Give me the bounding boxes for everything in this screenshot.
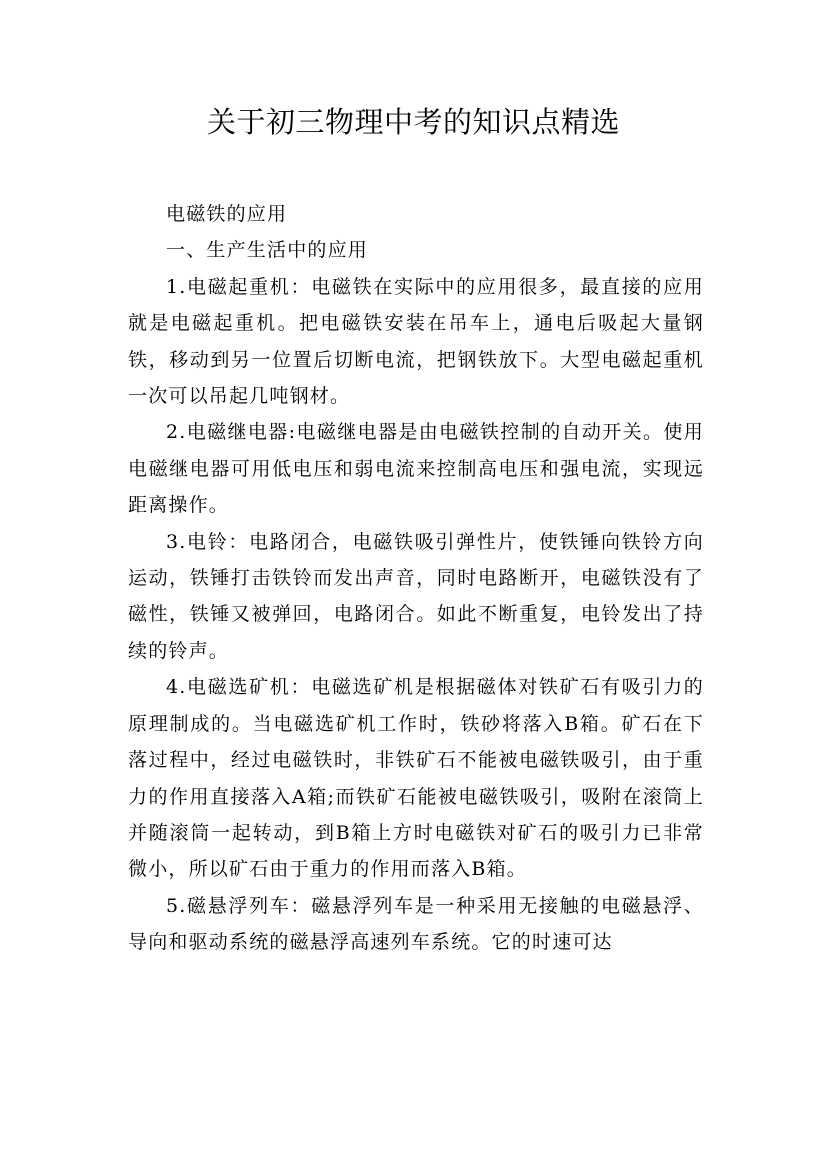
paragraph-electromagnetic-crane: 1.电磁起重机：电磁铁在实际中的应用很多，最直接的应用就是电磁起重机。把电磁铁安装在吊车上，通电后吸起大量钢铁，移动到另一位置后切断电流，把钢铁放下。大型电磁起重机一次可以吊起几吨钢材。	[128, 275, 704, 408]
paragraph-section-heading: 电磁铁的应用	[166, 203, 288, 225]
paragraph-magnetic-separator: 4.电磁选矿机：电磁选矿机是根据磁体对铁矿石有吸引力的原理制成的。当电磁选矿机工作时，铁砂将落入B箱。矿石在下落过程中，经过电磁铁时，非铁矿石不能被电磁铁吸引，由于重力的作用直接落入A箱;而铁矿石能被电磁铁吸引，吸附在滚筒上并随滚筒一起转动，到B箱上方时电磁铁对矿石的吸引力已非常微小，所以矿石由于重力的作用而落入B箱。	[128, 676, 704, 881]
paragraph-electric-bell: 3.电铃：电路闭合，电磁铁吸引弹性片，使铁锤向铁铃方向运动，铁锤打击铁铃而发出声音，同时电路断开，电磁铁没有了磁性，铁锤又被弹回，电路闭合。如此不断重复，电铃发出了持续的铃声。	[128, 530, 704, 662]
paragraph-maglev-train: 5.磁悬浮列车：磁悬浮列车是一种采用无接触的电磁悬浮、导向和驱动系统的磁悬浮高速列车系统。它的时速可达	[128, 894, 704, 954]
paragraph-electromagnetic-relay: 2.电磁继电器:电磁继电器是由电磁铁控制的自动开关。使用电磁继电器可用低电压和弱电流来控制高电压和强电流，实现远距离操作。	[128, 421, 704, 517]
paragraph-subsection-heading: 一、生产生活中的应用	[166, 239, 369, 262]
document-title: 关于初三物理中考的知识点精选	[206, 105, 620, 139]
document-body	[128, 196, 704, 961]
